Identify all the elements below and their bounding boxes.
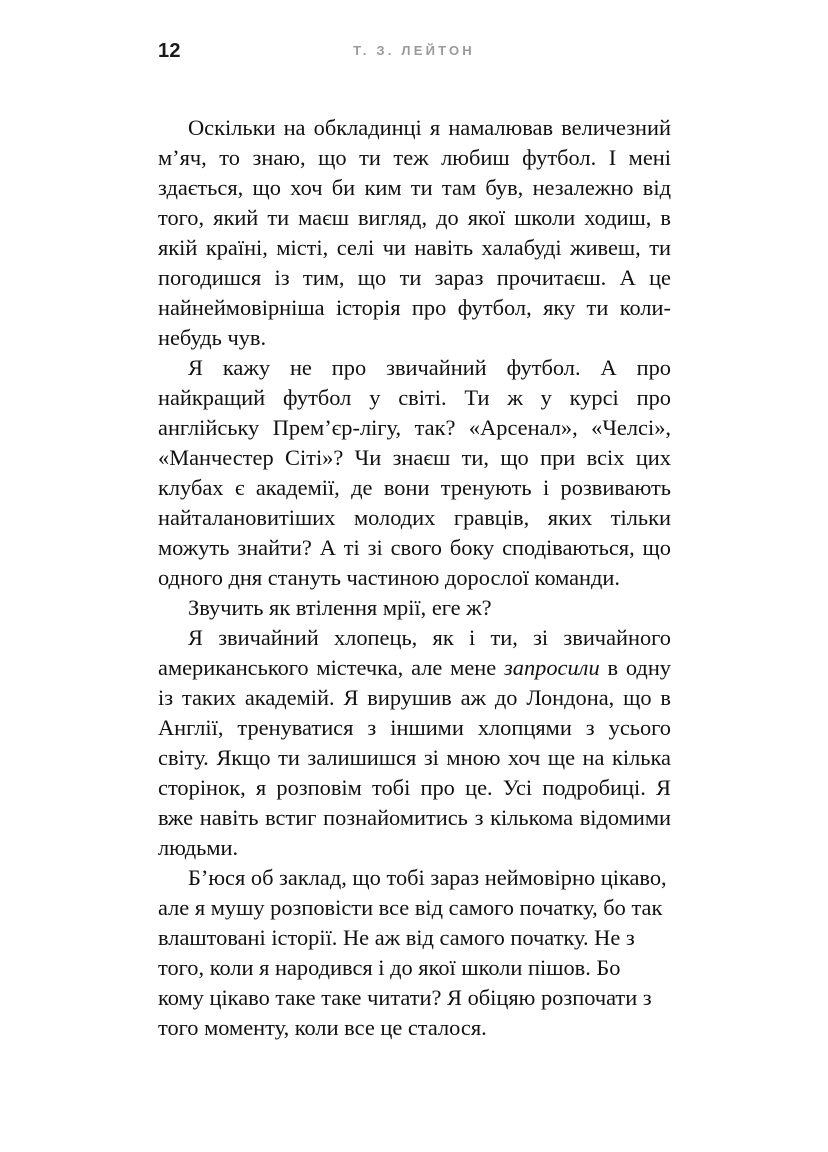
- paragraph-1: Оскільки на обкладинці я намалював величезний м’яч, то знаю, що ти теж любиш футбол. І мені здається, що хоч би ким ти там був, незалежно від того, який ти маєш вигляд, до якої школи ходиш, в якій країні, місті, селі чи навіть халабуді живеш, ти погодишся із тим, що ти зараз прочитаєш. А це найнеймовірніша історія про футбол, яку ти коли-небудь чув.: [158, 115, 671, 350]
- paragraph-4-segment-before: Я звичайний хлопець, як і ти, зі звичайного американського містечка, але мене: [158, 625, 671, 680]
- paragraph-3: Звучить як втілення мрії, еге ж?: [188, 595, 492, 620]
- body-text-block: [158, 113, 671, 1043]
- paragraph-4-segment-after: в одну із таких академій. Я вирушив аж до Лондона, що в Англії, тренуватися з іншими хлопцями з усього світу. Якщо ти залишишся зі мною хоч ще на кілька сторінок, я розповім тобі про це. Усі подробиці. Я вже навіть встиг познайомитись з кількома відомими людьми.: [158, 655, 671, 860]
- paragraph-2: Я кажу не про звичайний футбол. А про найкращий футбол у світі. Ти ж у курсі про англійську Прем’єр-лігу, так? «Арсенал», «Челсі», «Манчестер Сіті»? Чи знаєш ти, що при всіх цих клубах є академії, де вони тренують і розвивають найталановитіших молодих гравців, яких тільки можуть знайти? А ті зі свого боку сподіваються, що одного дня стануть частиною дорослої команди.: [158, 355, 671, 590]
- running-title-author: Т. З. ЛЕЙТОН: [353, 43, 475, 58]
- running-header: [158, 38, 670, 64]
- page-number: 12: [158, 40, 181, 62]
- paragraph-4: [158, 623, 671, 863]
- paragraph-5: Б’юся об заклад, що тобі зараз неймовірно цікаво, але я мушу розповісти все від самого початку, бо так влаштовані історії. Не аж від самого початку. Не з того, коли я народився і до якої школи пішов. Бо кому цікаво таке таке читати? Я обіцяю розпочати з того моменту, коли все це сталося.: [158, 865, 667, 1040]
- paragraph-4-emphasis: запросили: [504, 655, 600, 680]
